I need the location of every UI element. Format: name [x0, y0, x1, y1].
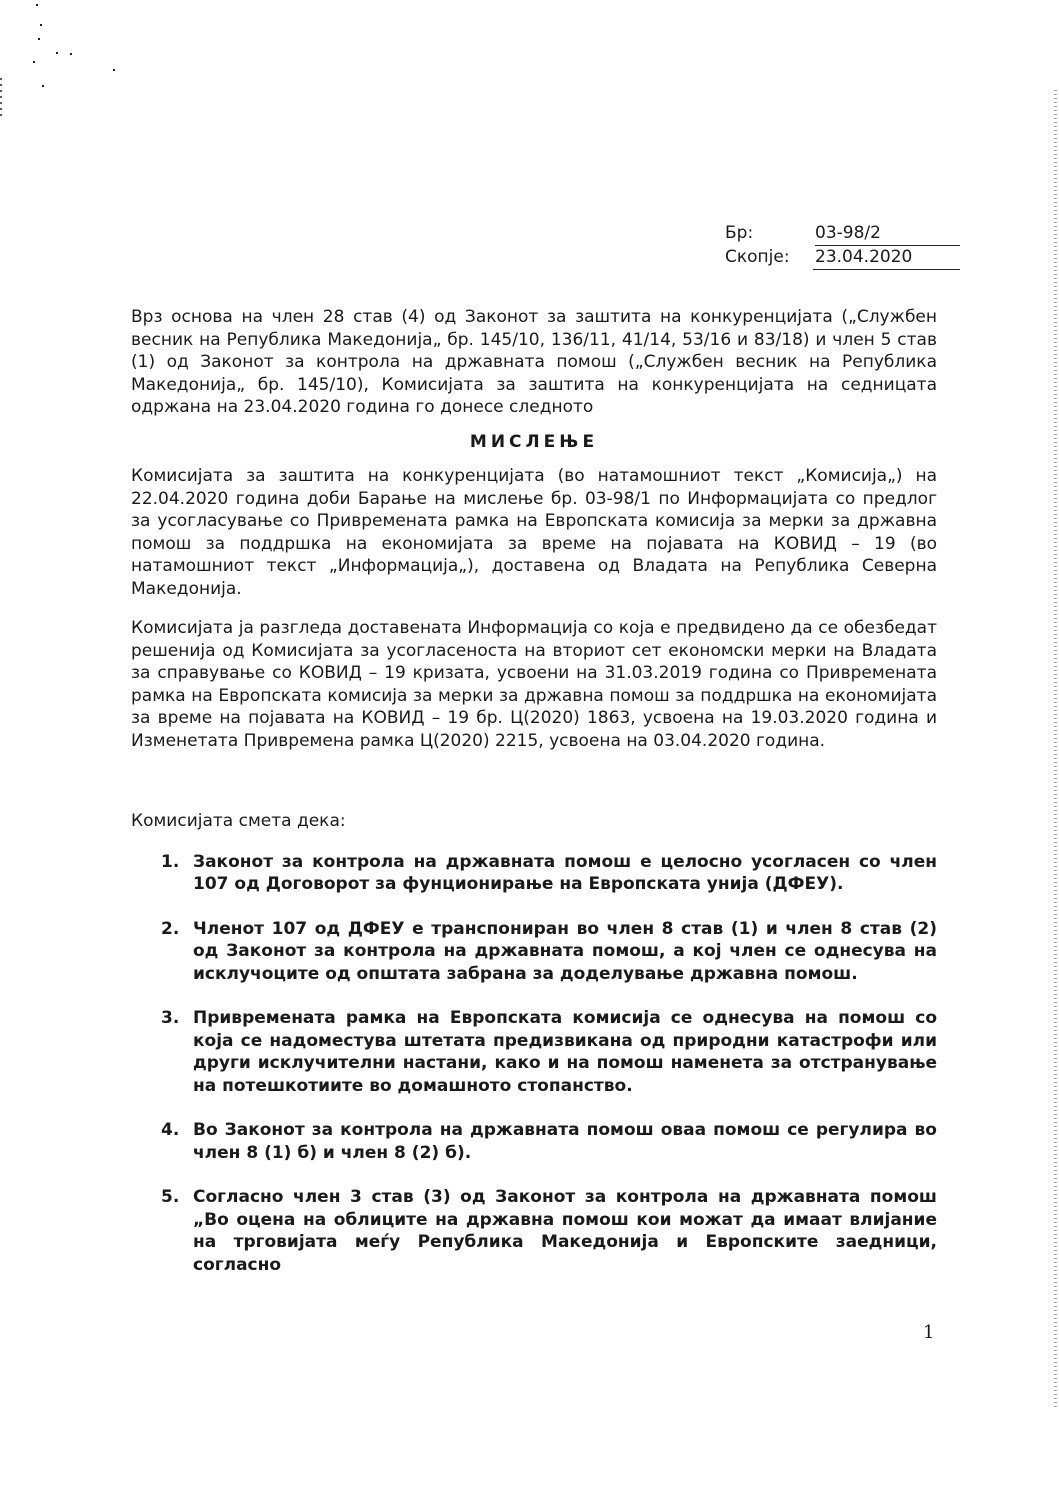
finding-text: Во Законот за контрола на државната помош оваа помош се регулира во член 8 (1) б) и член 8 (2) б).	[193, 1120, 937, 1163]
reference-date-value: 23.04.2020	[813, 246, 960, 270]
finding-item	[131, 1007, 937, 1097]
finding-item	[131, 1119, 937, 1164]
finding-number: 4.	[161, 1120, 180, 1140]
reference-block	[725, 222, 960, 270]
finding-number: 2.	[161, 918, 180, 939]
intro-paragraph: Врз основа на член 28 став (4) од Законот за заштита на конкуренцијата („Службен весник на Република Македонија„ бр. 145/10, 136/11, 41/14, 53/16 и 83/18) и член 5 став (1) од Законот за контрола на државната помош („Службен весник на Република Македонија„ бр. 145/10), Комисијата за заштита на конкуренцијата на седницата одржана на 23.04.2020 година го донесе следното	[131, 307, 937, 417]
reference-number-value: 03-98/2	[815, 222, 960, 246]
reference-number-label: Бр:	[725, 223, 754, 243]
finding-item	[131, 918, 937, 986]
body-paragraph: Комисијата ја разгледа доставената Информација со која е предвидено да се обезбедат решенија од Комисијата за усогласеноста на вториот сет економски мерки на Владата за справување со КОВИД – 19 кризата, усвоени на 31.03.2019 година со Привремената рамка на Европската комисија за мерки за државна помош за поддршка на економијата за време на појавата на КОВИД – 19 бр. Ц(2020) 1863, усвоена на 19.03.2020 година и Изменетата Привремена рамка Ц(2020) 2215, усвоена на 03.04.2020 година.	[131, 618, 937, 751]
reference-date-row	[725, 246, 960, 270]
scan-specks	[30, 0, 120, 90]
scan-edge-artifact	[1054, 90, 1057, 1410]
finding-text: Привремената рамка на Европската комисија се однесува на помош со која се надоместува штетата предизвикана од природни катастрофи или други исклучителни настани, како и на помош наменета за отстранување на потешкотиите во домашното стопанство.	[193, 1008, 937, 1096]
findings-lead: Комисијата смета дека:	[131, 811, 346, 831]
document-title: МИСЛЕЊЕ	[469, 431, 599, 452]
finding-text: Членот 107 од ДФЕУ е транспониран во член 8 став (1) и член 8 став (2) од Законот за контрола на државната помош, а кој член се однесува на исклучоците од општата забрана за доделување државна помош.	[193, 918, 937, 984]
finding-number: 1.	[161, 851, 180, 872]
finding-number: 5.	[161, 1187, 180, 1207]
finding-number: 3.	[161, 1008, 180, 1028]
finding-item	[131, 851, 937, 896]
document-body	[131, 306, 937, 1298]
finding-item	[131, 1186, 937, 1276]
finding-text: Законот за контрола на државната помош е целосно усогласен со член 107 од Договорот за фунционирање на Европската унија (ДФЕУ).	[193, 851, 937, 894]
body-paragraph: Комисијата за заштита на конкуренцијата (во натамошниот текст „Комисија„) на 22.04.2020 година доби Барање на мислење бр. 03-98/1 по Информацијата со предлог за усогласување со Привремената рамка на Европската комисија за мерки за државна помош за поддршка на економијата за време на појавата на КОВИД – 19 (во натамошниот текст „Информација„), доставена од Владата на Република Северна Македонија.	[131, 466, 937, 599]
finding-text: Согласно член 3 став (3) од Законот за контрола на државната помош „Во оцена на облиците на државна помош кои можат да имаат влијание на трговијата меѓу Република Македонија и Европските заедници, согласно	[193, 1187, 937, 1275]
reference-place-label: Скопје:	[725, 247, 790, 267]
reference-number-row	[725, 222, 960, 246]
page-number: 1	[923, 1322, 935, 1343]
scan-edge-artifact	[0, 78, 2, 118]
findings-list	[131, 851, 937, 1277]
